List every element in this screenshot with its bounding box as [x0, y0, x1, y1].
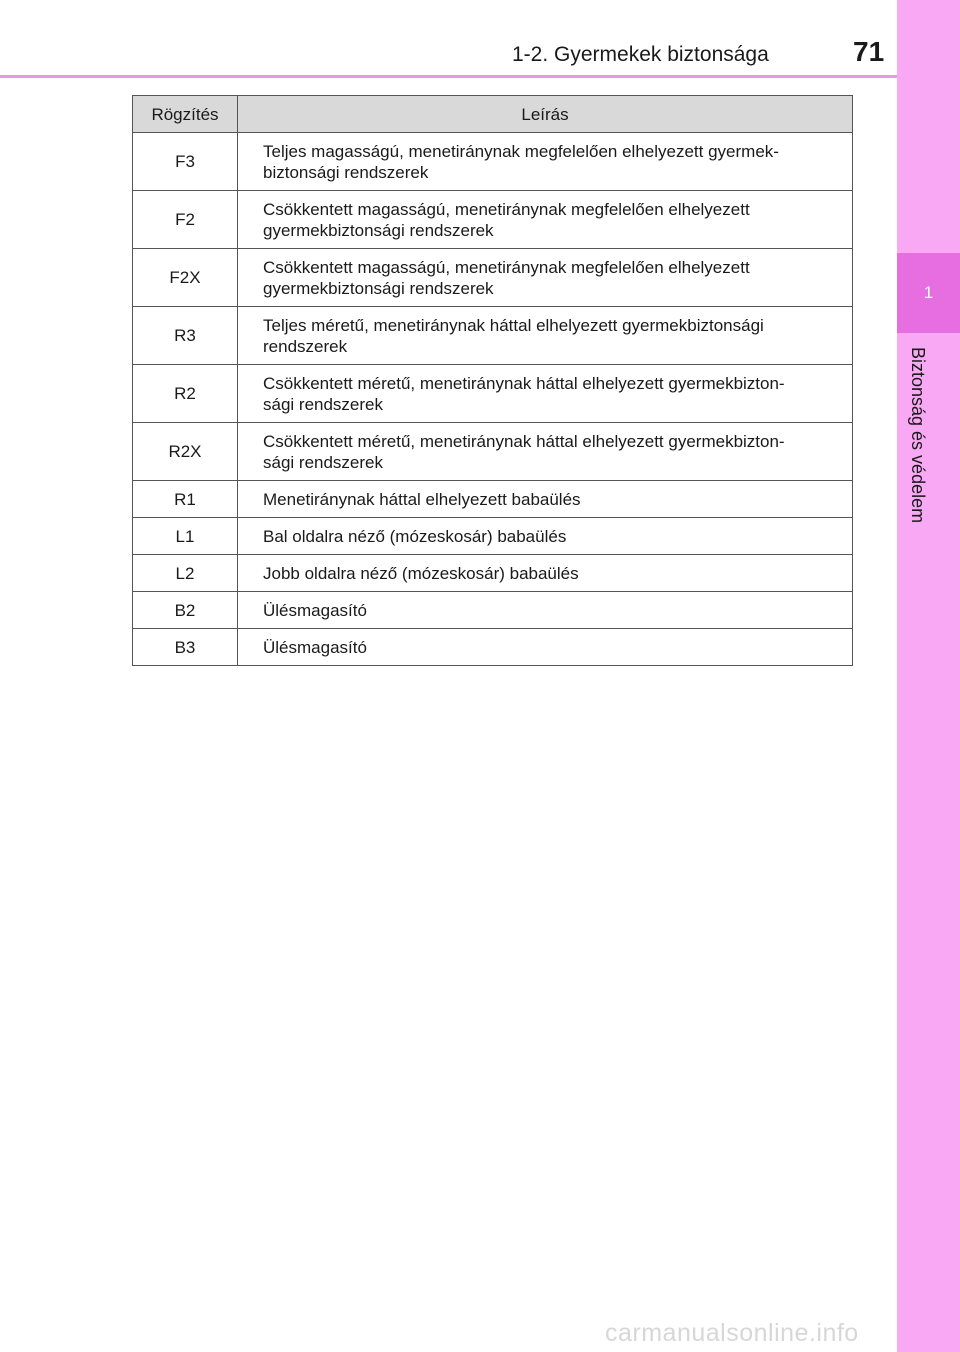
table-row: [133, 249, 853, 307]
code-cell: B2: [133, 592, 238, 629]
page-number: 71: [853, 36, 885, 67]
code-cell: F3: [133, 133, 238, 191]
code-cell: R2X: [133, 423, 238, 481]
description-cell: [238, 133, 853, 191]
table-row: [133, 191, 853, 249]
description-line: sági rendszerek: [263, 394, 384, 414]
table-row: [133, 518, 853, 555]
description-line: sági rendszerek: [263, 452, 384, 472]
description-cell: [238, 365, 853, 423]
code-cell: L2: [133, 555, 238, 592]
chapter-side-tab: [897, 0, 960, 1352]
description-line: gyermekbiztonsági rendszerek: [263, 278, 494, 298]
description-cell: Ülésmagasító: [238, 592, 853, 629]
description-line: rendszerek: [263, 336, 348, 356]
table-row: [133, 592, 853, 629]
table-row: [133, 555, 853, 592]
description-line: Csökkentett méretű, menetiránynak háttal elhelyezett gyermekbizton-: [263, 431, 785, 451]
restraint-code-table: [132, 95, 853, 666]
chapter-number-tab: [897, 253, 960, 333]
description-line: Csökkentett magasságú, menetiránynak megfelelően elhelyezett: [263, 199, 750, 219]
table-row: [133, 133, 853, 191]
description-line: biztonsági rendszerek: [263, 162, 429, 182]
section-title: 1-2. Gyermekek biztonsága: [512, 43, 769, 66]
description-line: gyermekbiztonsági rendszerek: [263, 220, 494, 240]
column-header-fixation: Rögzítés: [133, 96, 238, 133]
table-row: [133, 629, 853, 666]
description-line: Csökkentett magasságú, menetiránynak megfelelően elhelyezett: [263, 257, 750, 277]
table-row: [133, 365, 853, 423]
code-cell: R3: [133, 307, 238, 365]
description-line: Teljes magasságú, menetiránynak megfelelően elhelyezett gyermek-: [263, 141, 779, 161]
table-row: [133, 423, 853, 481]
chapter-number: 1: [923, 283, 934, 302]
description-cell: [238, 191, 853, 249]
code-cell: L1: [133, 518, 238, 555]
description-cell: Menetiránynak háttal elhelyezett babaülés: [238, 481, 853, 518]
table-row: [133, 481, 853, 518]
code-cell: R1: [133, 481, 238, 518]
table-header-row: [133, 96, 853, 133]
description-line: Csökkentett méretű, menetiránynak háttal elhelyezett gyermekbizton-: [263, 373, 785, 393]
table-row: [133, 307, 853, 365]
description-cell: [238, 249, 853, 307]
code-cell: B3: [133, 629, 238, 666]
description-cell: Bal oldalra néző (mózeskosár) babaülés: [238, 518, 853, 555]
description-cell: Ülésmagasító: [238, 629, 853, 666]
column-header-description: Leírás: [238, 96, 853, 133]
code-cell: F2X: [133, 249, 238, 307]
header-divider: [0, 75, 897, 78]
description-cell: Jobb oldalra néző (mózeskosár) babaülés: [238, 555, 853, 592]
code-cell: R2: [133, 365, 238, 423]
description-cell: [238, 307, 853, 365]
description-line: Teljes méretű, menetiránynak háttal elhelyezett gyermekbiztonsági: [263, 315, 764, 335]
code-cell: F2: [133, 191, 238, 249]
chapter-title: Biztonság és védelem: [908, 347, 928, 524]
site-watermark: carmanualsonline.info: [605, 1319, 859, 1347]
description-cell: [238, 423, 853, 481]
